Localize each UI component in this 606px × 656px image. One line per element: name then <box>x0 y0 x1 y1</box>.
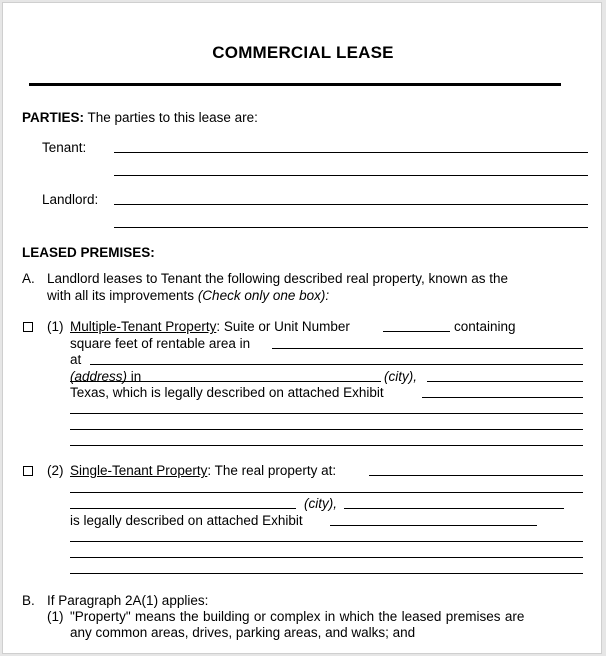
opt2-legal: is legally described on attached Exhibit <box>70 513 303 528</box>
opt1-line1 <box>70 319 350 335</box>
opt1-at-field[interactable] <box>90 364 583 365</box>
para-a-text2: with all its improvements <box>47 288 195 303</box>
opt1-legal-line-3[interactable] <box>70 445 583 446</box>
para-a-line2 <box>47 288 329 304</box>
opt2-exhibit-field[interactable] <box>330 525 537 526</box>
single-tenant-checkbox[interactable] <box>23 466 33 476</box>
opt2-text: : The real property at: <box>207 463 337 478</box>
para-a-marker: A. <box>22 271 35 286</box>
opt1-text2: square feet of rentable area in <box>70 336 251 351</box>
opt1-legal-line-1[interactable] <box>70 413 583 414</box>
landlord-field-line-1[interactable] <box>114 204 588 205</box>
unit-number-field[interactable] <box>383 331 450 332</box>
opt2-property-field[interactable] <box>369 475 583 476</box>
opt1-text1: : Suite or Unit Number <box>216 319 350 334</box>
opt1-title: Multiple-Tenant Property <box>70 319 217 334</box>
opt1-address-label: (address) <box>70 369 128 384</box>
opt1-at: at <box>70 352 82 367</box>
rentable-area-field[interactable] <box>272 348 583 349</box>
opt2-legal-line-1[interactable] <box>70 541 583 542</box>
multiple-tenant-checkbox[interactable] <box>23 322 33 332</box>
opt2-city-label: (city), <box>304 496 337 511</box>
parties-heading: PARTIES: <box>22 110 85 125</box>
title-rule <box>29 83 561 86</box>
opt1-in: in <box>130 369 142 384</box>
opt2-line1 <box>70 463 336 479</box>
opt2-address-line[interactable] <box>70 492 583 493</box>
tenant-field-line-1[interactable] <box>114 152 588 153</box>
opt2-city-field[interactable] <box>344 508 564 509</box>
leased-premises-heading: LEASED PREMISES: <box>22 245 155 260</box>
opt1-city-field[interactable] <box>427 381 583 382</box>
landlord-field-line-2[interactable] <box>114 227 588 228</box>
opt2-title: Single-Tenant Property <box>70 463 208 478</box>
opt1-number: (1) <box>47 319 64 334</box>
para-b1-line2: any common areas, drives, parking areas, and walks; and <box>70 625 416 640</box>
opt2-address-field[interactable] <box>70 508 296 509</box>
opt2-number: (2) <box>47 463 64 478</box>
para-b-marker: B. <box>22 593 35 608</box>
opt1-legal-line-2[interactable] <box>70 429 583 430</box>
opt1-address-line <box>70 369 141 385</box>
tenant-field-line-2[interactable] <box>114 175 588 176</box>
tenant-label: Tenant: <box>42 140 87 155</box>
opt1-texas: Texas, which is legally described on attached Exhibit <box>70 385 384 400</box>
opt2-legal-line-3[interactable] <box>70 573 583 574</box>
para-a-line1: Landlord leases to Tenant the following described real property, known as the <box>47 271 509 286</box>
opt1-city-label: (city), <box>384 369 417 384</box>
opt1-containing: containing <box>454 319 516 334</box>
document-page <box>2 2 602 654</box>
landlord-label: Landlord: <box>42 192 99 207</box>
opt1-exhibit-field[interactable] <box>422 397 583 398</box>
para-b1-line1: "Property" means the building or complex in which the leased premises are <box>70 609 525 624</box>
para-b-text: If Paragraph 2A(1) applies: <box>47 593 209 608</box>
para-a-note: (Check only one box): <box>197 288 330 303</box>
parties-intro: The parties to this lease are: <box>87 110 258 125</box>
opt2-legal-line-2[interactable] <box>70 557 583 558</box>
para-b1-number: (1) <box>47 609 64 624</box>
document-title: COMMERCIAL LEASE <box>212 43 394 62</box>
parties-line <box>22 110 258 126</box>
